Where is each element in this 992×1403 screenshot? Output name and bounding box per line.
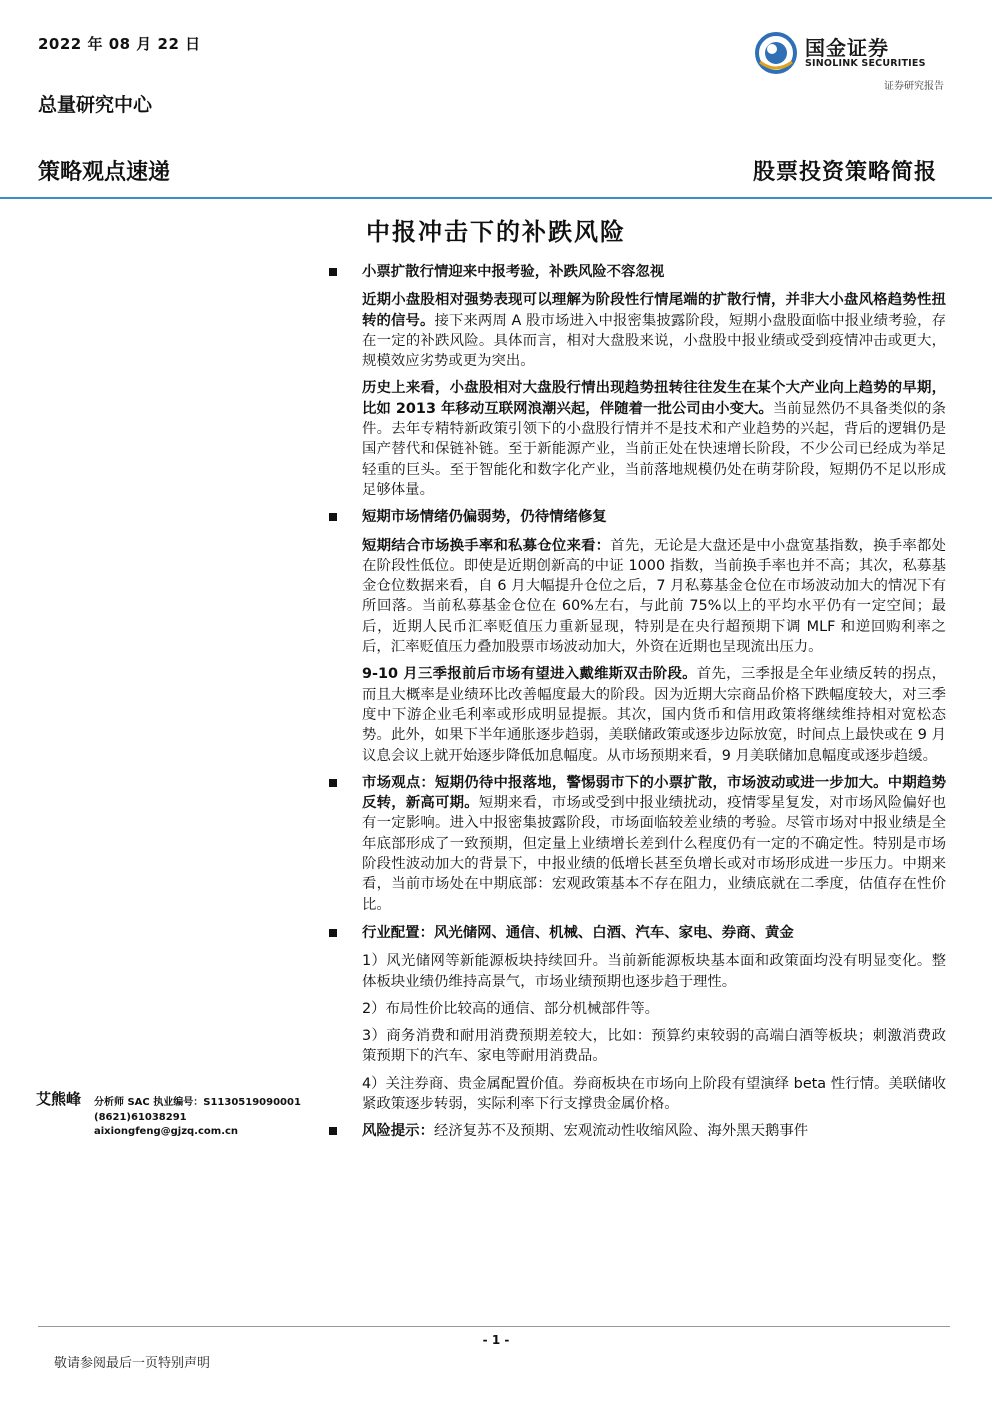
section-heading-body: 短期来看，市场或受到中报业绩扰动，疫情零星复发，对市场风险偏好也有一定影响。进入中报密集披露阶段，市场面临较差业绩的考验。尽管市场对中报业绩是全年底部形成了一致预期，但定量上业绩增长差到什么程度仍有一定的不确定性。特别是市场阶段性波动加大的背景下，中报业绩的低增长甚至负增长或对市场形成进一步压力。中期来看，当前市场处在中期底部：宏观政策基本不存在阻力，业绩底就在二季度，估值存在性价比。 [362, 795, 946, 913]
section-heading-text: 短期市场情绪仍偏弱势，仍待情绪修复 [362, 509, 607, 526]
section-heading [326, 923, 946, 943]
paragraph-body: 首先，无论是大盘还是中小盘宽基指数，换手率都处在阶段性低位。即使是近期创新高的中证 1000 指数，当前换手率也并不高；其次，私募基金仓位数据来看，自 6 月大幅提升仓位之后，7 月私募基金仓位在市场波动加大的情况下有所回落。当前私募基金仓位在 60%左右，与此前 75%以上的平均水平仍有一定空间；最后，近期人民币汇率贬值压力重新显现，特别是在央行超预期下调 MLF 和逆回购利率之后，汇率贬值压力叠加股票市场波动加大，外资在近期也呈现流出压力。 [362, 537, 946, 656]
paragraph [362, 290, 946, 371]
list-item-text: 4）关注券商、贵金属配置价值。券商板块在市场向上阶段有望演绎 beta 性行情。美联储收紧政策逐步转弱，实际利率下行支撑贵金属价格。 [362, 1075, 946, 1112]
paragraph [362, 378, 946, 500]
logo-chinese-name: 国金证券 [805, 36, 889, 60]
section-heading [326, 507, 946, 527]
section-heading-text: 小票扩散行情迎来中报考验，补跌风险不容忽视 [362, 264, 665, 280]
paragraph-lead: 短期结合市场换手率和私募仓位来看： [362, 537, 611, 554]
analyst-phone: (8621)61038291 [94, 1112, 187, 1123]
bullet-square-icon [329, 929, 337, 937]
section-heading-text: 风险提示： [362, 1123, 434, 1140]
list-item-text: 3）商务消费和耐用消费预期差较大，比如：预算约束较弱的高端白酒等板块；刺激消费政策预期下的汽车、家电等耐用消费品。 [362, 1028, 946, 1065]
company-logo [755, 30, 945, 76]
paragraph [362, 536, 946, 658]
footer-divider [38, 1326, 950, 1327]
section-heading-text: 市场观点：短期仍待中报落地，警惕弱市下的小票扩散，市场波动或进一步加大。中期趋势反转，新高可期。 [362, 774, 946, 812]
paragraph-body: 接下来两周 A 股市场进入中报密集披露阶段，短期小盘股面临中报业绩考验，存在一定的补跌风险。具体而言，相对大盘股来说，小盘股中报业绩或受到疫情冲击或更大，规模效应劣势或更为突出。 [362, 312, 946, 370]
list-item-text: 1）风光储网等新能源板块持续回升。当前新能源板块基本面和政策面均没有明显变化。整体板块业绩仍维持高景气，市场业绩预期也逐步趋于理性。 [362, 953, 946, 990]
report-category: 股票投资策略简报 [752, 159, 937, 185]
paragraph-lead: 9-10 月三季报前后市场有望进入戴维斯双击阶段。 [362, 666, 697, 683]
list-item-text: 2）布局性价比较高的通信、部分机械部件等。 [362, 1000, 659, 1017]
list-item [362, 1026, 946, 1067]
report-date: 2022 年 08 月 22 日 [38, 35, 201, 53]
section-heading [326, 773, 946, 915]
list-item [362, 951, 946, 992]
logo-english-name: SINOLINK SECURITIES [805, 58, 926, 69]
section-heading [326, 1121, 946, 1141]
list-item [362, 1074, 946, 1115]
paragraph [362, 664, 946, 765]
paragraph-lead: 近期小盘股相对强势表现可以理解为阶段性行情尾端的扩散行情，并非大小盘风格趋势性扭转的信号。 [362, 292, 946, 329]
section-heading [326, 262, 946, 282]
department-name: 总量研究中心 [38, 94, 153, 116]
list-item [362, 999, 946, 1019]
bullet-square-icon [329, 779, 337, 787]
paragraph-lead: 历史上来看，小盘股相对大盘股行情出现趋势扭转往往发生在某个大产业向上趋势的早期，比如 2013 年移动互联网浪潮兴起，伴随着一批公司由小变大。 [362, 380, 946, 417]
document-title: 中报冲击下的补跌风险 [366, 217, 626, 246]
header-divider [0, 197, 992, 199]
analyst-name: 艾熊峰 [36, 1090, 82, 1108]
disclaimer-note: 敬请参阅最后一页特别声明 [54, 1356, 211, 1371]
page-number: - 1 - [482, 1333, 510, 1347]
section-title: 策略观点速递 [38, 160, 171, 185]
bullet-square-icon [329, 1127, 337, 1135]
paragraph-body: 首先，三季报是全年业绩反转的拐点，而且大概率是业绩环比改善幅度最大的阶段。因为近期大宗商品价格下跌幅度较大，对三季度中下游企业毛利率或形成明显提振。其次，国内货币和信用政策将继续维持相对宽松态势。此外，如果下半年通胀逐步趋弱，美联储政策或逐步边际放宽，时间点上最快或在 9 月议息会议上就开始逐步降低加息幅度。从市场预期来看，9 月美联储加息幅度或逐步趋缓。 [362, 666, 946, 764]
main-content [326, 262, 946, 1150]
section-heading-text: 行业配置：风光储网、通信、机械、白酒、汽车、家电、券商、黄金 [362, 924, 794, 941]
sinolink-logo-icon [755, 32, 797, 74]
paragraph-body: 当前显然仍不具备类似的条件。去年专精特新政策引领下的小盘股行情并不是技术和产业趋势的兴起，背后的逻辑仍是国产替代和保链补链。至于新能源产业，当前正处在快速增长阶段，不少公司已经成为举足轻重的巨头。至于智能化和数字化产业，当前落地规模仍处在萌芽阶段，短期仍不足以形成足够体量。 [362, 400, 946, 498]
report-type-label: 证券研究报告 [884, 81, 944, 92]
bullet-square-icon [329, 513, 337, 521]
section-heading-body: 经济复苏不及预期、宏观流动性收缩风险、海外黑天鹅事件 [433, 1123, 809, 1140]
bullet-square-icon [329, 268, 337, 276]
analyst-title: 分析师 SAC 执业编号：S1130519090001 [94, 1097, 301, 1108]
analyst-email[interactable]: aixiongfeng@gjzq.com.cn [94, 1126, 239, 1137]
